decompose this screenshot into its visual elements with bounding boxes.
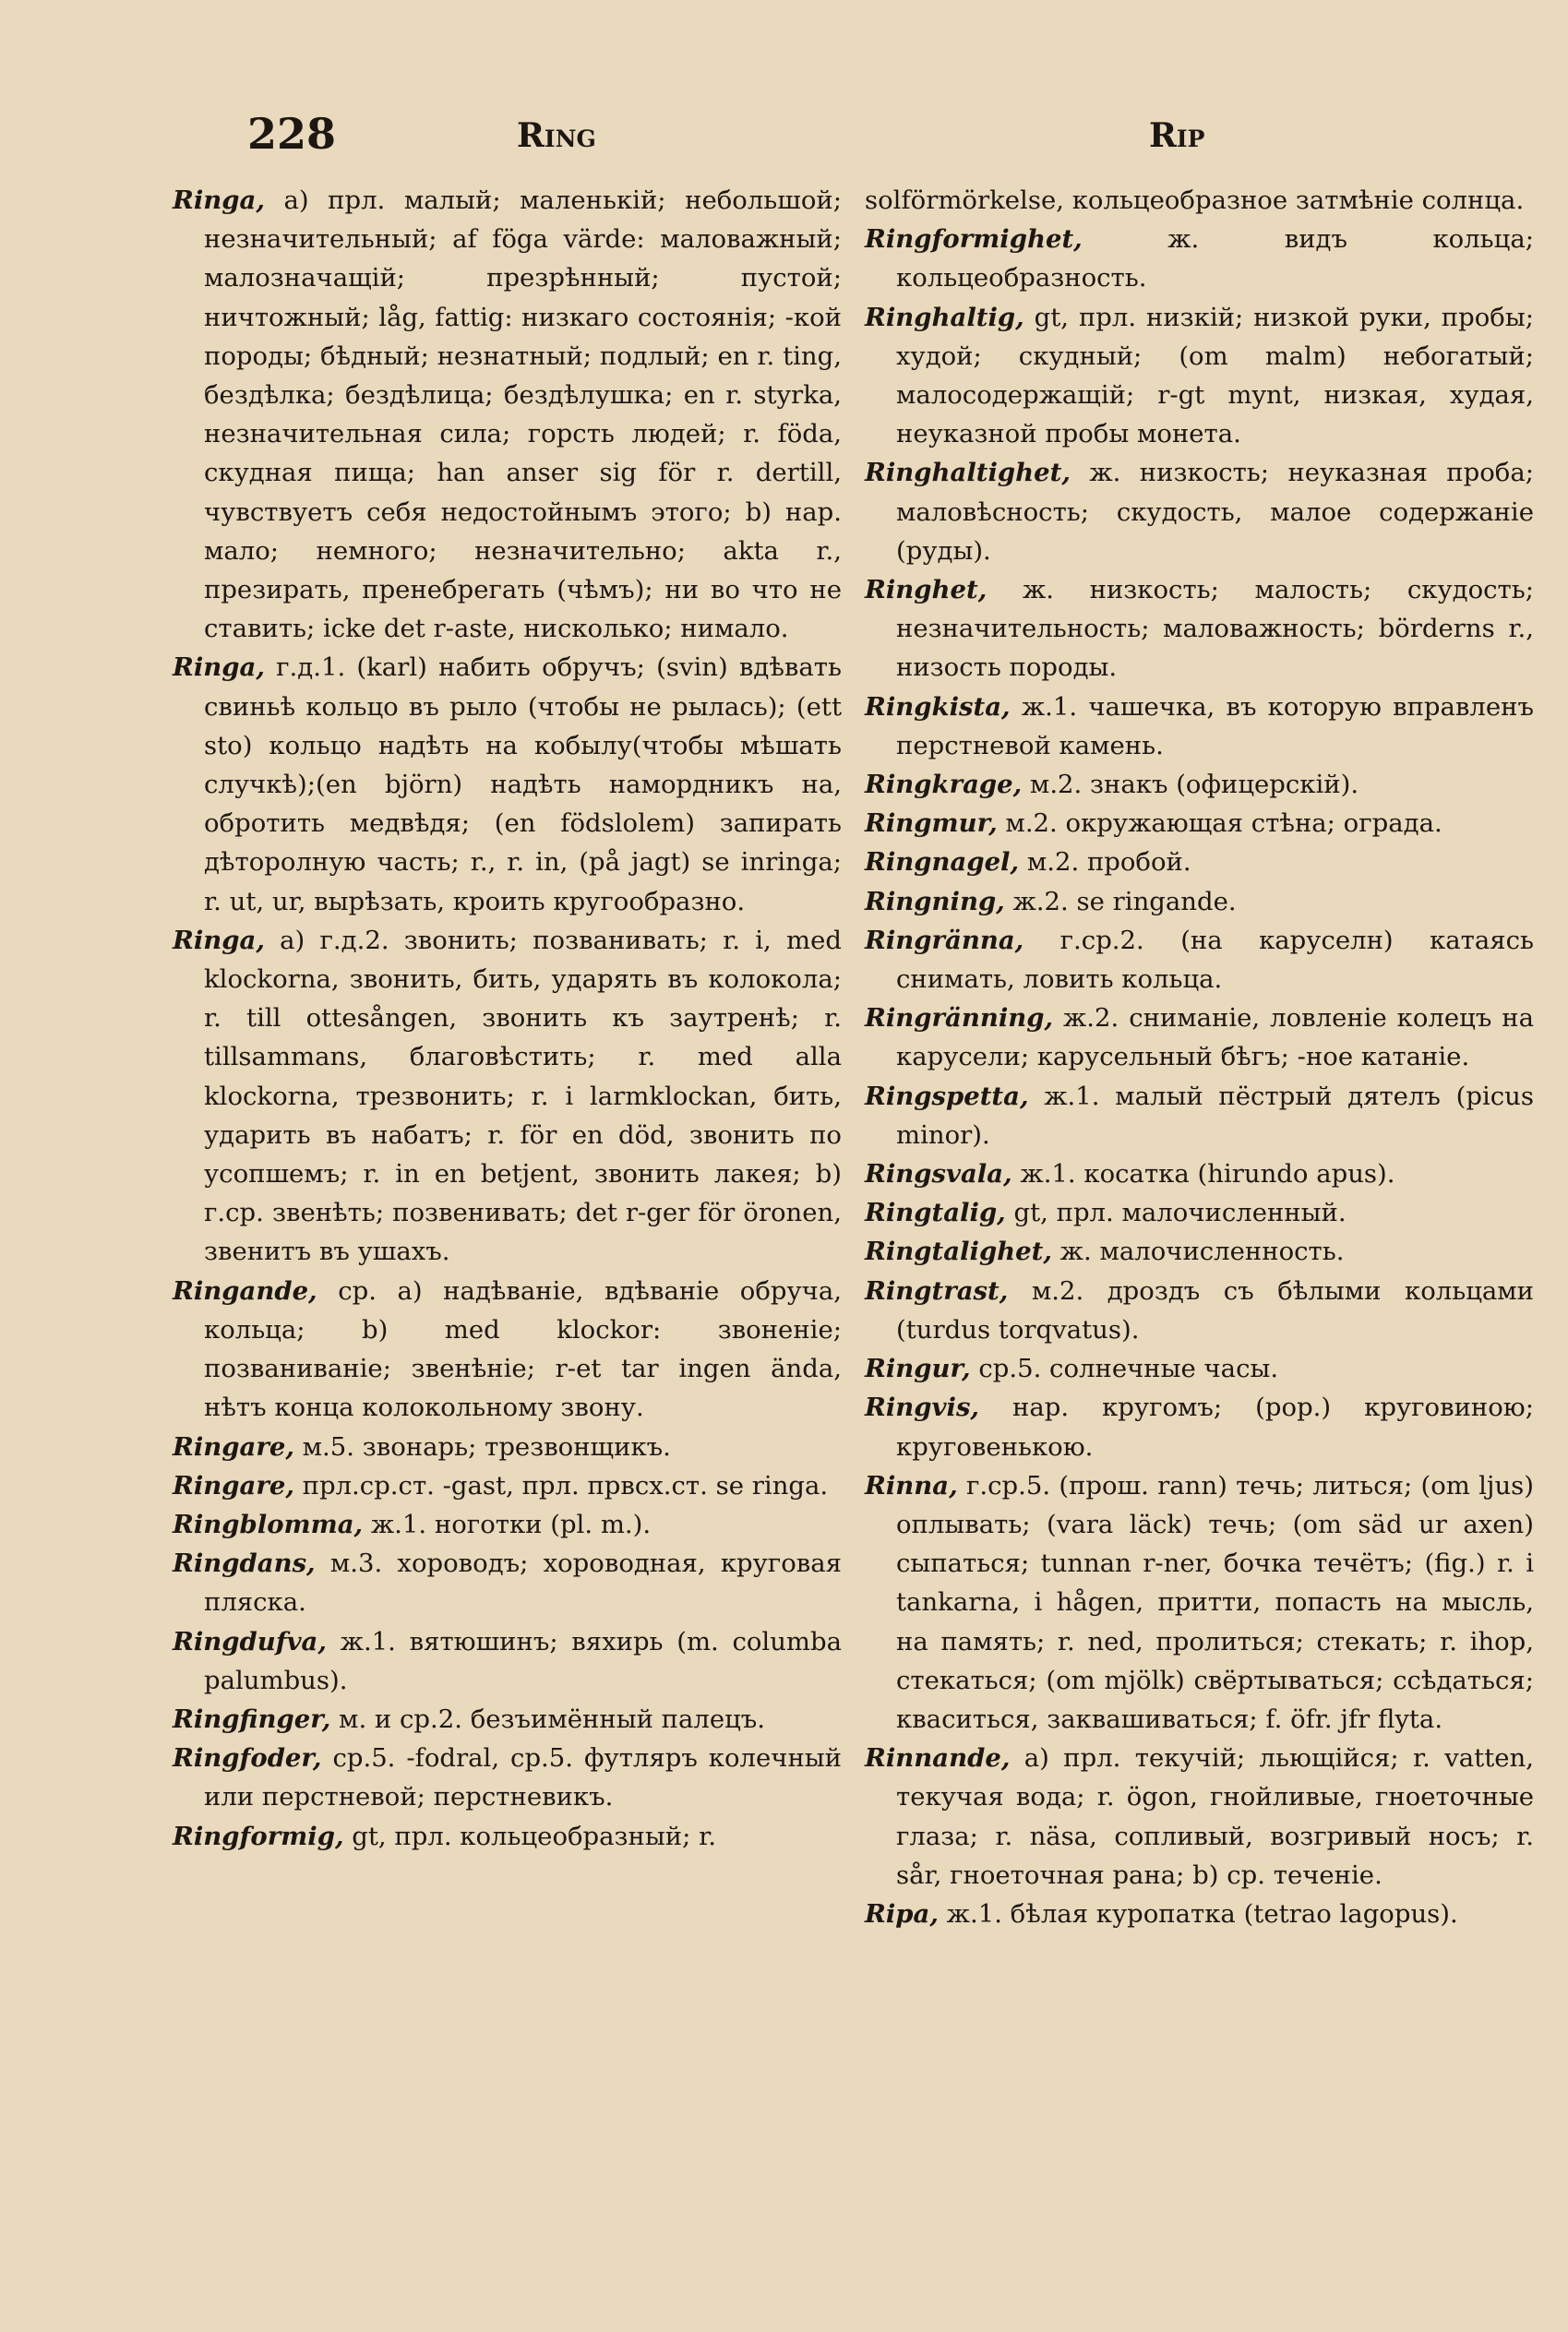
entry-definition: м.2. пробой. bbox=[1019, 847, 1191, 878]
entry-definition: ср.5. -fodral, ср.5. футляръ колечный или перстневой; перстневикъ. bbox=[204, 1743, 842, 1812]
entry-headword: Ringhet, bbox=[865, 575, 987, 605]
entry-definition: м. и ср.2. безъимённый палецъ. bbox=[330, 1704, 766, 1734]
entry-definition: ж.2. se ringande. bbox=[1004, 886, 1237, 916]
entry-headword: Ringur, bbox=[865, 1354, 971, 1384]
left-column bbox=[173, 181, 842, 1856]
dictionary-entry bbox=[865, 1466, 1534, 1739]
dictionary-entry bbox=[865, 1077, 1534, 1154]
entry-definition: нар. кругомъ; (pop.) круговиною; круговенькою. bbox=[896, 1393, 1534, 1462]
entry-definition: ж.1. бѣлая куропатка (tetrao lagopus). bbox=[938, 1898, 1458, 1929]
entry-definition: gt, прл. малочисленный. bbox=[1005, 1198, 1347, 1228]
dictionary-entry bbox=[865, 1739, 1534, 1895]
dictionary-entry bbox=[865, 1154, 1534, 1193]
entry-definition: solförmörkelse, кольцеобразное затмѣніе солнца. bbox=[865, 185, 1525, 215]
dictionary-entry bbox=[173, 1622, 842, 1700]
entry-definition: ж.2. сниманіе, ловленіе колецъ на карусели; карусельный бѣгъ; -ное катаніе. bbox=[896, 1003, 1534, 1072]
entry-definition: м.3. хороводъ; хороводная, круговая пляска. bbox=[204, 1549, 842, 1618]
dictionary-entry bbox=[865, 882, 1534, 921]
entry-definition: г.д.1. (karl) набить обручъ; (svin) вдѣвать свиньѣ кольцо въ рыло (чтобы не рылась); (ett sto) кольцо надѣть на кобылу(чтобы мѣшать случкѣ);(en björn) надѣть намордникъ на, обротить медвѣдя; (en födslolem) запирать дѣторолную часть; r., r. in, (på jagt) se inringa; r. ut, ur, вырѣзать, кроить кругообразно. bbox=[204, 652, 842, 916]
dictionary-entry bbox=[865, 804, 1534, 843]
entry-definition: ср.5. солнечные часы. bbox=[970, 1354, 1279, 1384]
entry-headword: Ringtrast, bbox=[865, 1275, 1009, 1306]
dictionary-entry bbox=[173, 1739, 842, 1816]
entry-definition: а) г.д.2. звонить; позванивать; r. i, med klockorna, звонить, бить, ударять въ колокола; r. till ottesången, звонить къ заутренѣ; r. tillsammans, благовѣстить; r. med alla klockorna, трезвонить; r. i larmklockan, бить, ударить въ набатъ; r. för en död, звонить по усопшемъ; r. in en betjent, звонить лакея; b) г.ср. звенѣть; позвенивать; det r-ger för öronen, звенитъ въ ушахъ. bbox=[204, 925, 842, 1267]
page-header bbox=[0, 109, 1568, 173]
entry-headword: Ringa, bbox=[173, 185, 265, 215]
entry-headword: Ringare, bbox=[173, 1431, 294, 1462]
entry-definition: ж. видъ кольца; кольцеобразность. bbox=[896, 224, 1534, 293]
entry-definition: ж. низкость; малость; скудость; незначительность; маловажность; börderns r., низость породы. bbox=[896, 575, 1534, 683]
entry-definition: ср. а) надѣваніе, вдѣваніе обруча, кольца; b) med klockor: звоненіе; позваниваніе; звенѣніе; r-et tar ingen ända, нѣтъ конца колокольному звону. bbox=[204, 1275, 842, 1423]
entry-headword: Ringfoder, bbox=[173, 1743, 322, 1774]
entry-headword: Ringformighet, bbox=[865, 224, 1083, 255]
dictionary-entry bbox=[865, 570, 1534, 688]
entry-definition: м.5. звонарь; трезвонщикъ. bbox=[293, 1431, 671, 1462]
entry-headword: Ringnagel, bbox=[865, 847, 1020, 878]
entry-definition: ж.1. чашечка, въ которую вправленъ перстневой камень. bbox=[896, 691, 1534, 760]
dictionary-entry bbox=[173, 1505, 842, 1544]
entry-headword: Ringspetta, bbox=[865, 1081, 1029, 1111]
left-guide-word: Ring bbox=[517, 116, 596, 155]
entry-headword: Rinnande, bbox=[865, 1743, 1011, 1774]
entry-headword: Ringtalighet, bbox=[865, 1237, 1052, 1267]
entry-headword: Ringhaltighet, bbox=[865, 458, 1071, 488]
entry-definition: прл.ср.ст. -gast, прл. првсх.ст. se ringa. bbox=[293, 1470, 829, 1501]
entry-headword: Ripa, bbox=[865, 1898, 939, 1929]
dictionary-entry bbox=[865, 921, 1534, 999]
right-guide-word: Rip bbox=[1149, 116, 1205, 155]
dictionary-entry bbox=[865, 220, 1534, 297]
entry-headword: Ringhaltig, bbox=[865, 302, 1024, 332]
entry-definition: г.ср.2. (на каруселн) катаясь снимать, ловить кольца. bbox=[896, 925, 1534, 995]
entry-headword: Ringränna, bbox=[865, 925, 1024, 955]
dictionary-entry bbox=[865, 1193, 1534, 1232]
entry-definition: ж.1. ноготки (pl. m.). bbox=[363, 1509, 652, 1539]
dictionary-entry bbox=[865, 843, 1534, 881]
entry-definition: м.2. дроздъ съ бѣлыми кольцами (turdus torqvatus). bbox=[896, 1275, 1534, 1345]
dictionary-entry bbox=[865, 181, 1534, 220]
entry-headword: Ringkista, bbox=[865, 691, 1011, 722]
entry-definition: а) прл. малый; маленькій; небольшой; незначительный; af föga värde: маловажный; малозначащій; презрѣнный; пустой; ничтожный; låg, fattig: низкаго состоянія; -кой породы; бѣдный; незнатный; подлый; en r. ting, бездѣлка; бездѣлица; бездѣлушка; en r. styrka, незначительная сила; горсть людей; r. föda, скудная пища; han anser sig för r. dertill, чувствуетъ себя недостойнымъ этого; b) нар. мало; немного; незначительно; akta r., презирать, пренебрегать (чѣмъ); ни во что не ставить; icke det r-aste, нисколько; нимало. bbox=[204, 185, 842, 644]
entry-definition: gt, прл. низкій; низкой руки, пробы; худой; скудный; (om malm) небогатый; малосодержащій; r-gt mynt, низкая, худая, неуказной пробы монета. bbox=[896, 302, 1534, 449]
entry-headword: Ringvis, bbox=[865, 1393, 980, 1423]
dictionary-entry bbox=[865, 999, 1534, 1076]
entry-headword: Ringblomma, bbox=[173, 1509, 364, 1539]
entry-definition: ж.1. малый пёстрый дятелъ (picus minor). bbox=[896, 1081, 1534, 1150]
entry-headword: Ringning, bbox=[865, 886, 1005, 916]
dictionary-entry bbox=[865, 453, 1534, 570]
dictionary-entry bbox=[173, 1272, 842, 1428]
entry-definition: г.ср.5. (прош. rann) течь; литься; (om ljus) оплывать; (vara läck) течь; (om säd ur axen) сыпаться; tunnan r-ner, бочка течётъ; (fig.) r. i tankarna, i hågen, притти, попасть на мысль, на память; r. ned, пролиться; стекать; r. ihop, стекаться; (om mjölk) свёртываться; ссѣдаться; кваситься, заквашиваться; f. öfr. jfr flyta. bbox=[896, 1470, 1534, 1734]
entry-headword: Ringtalig, bbox=[865, 1198, 1006, 1228]
dictionary-entry bbox=[865, 688, 1534, 765]
dictionary-entry bbox=[173, 648, 842, 920]
entry-headword: Ringande, bbox=[173, 1275, 317, 1306]
dictionary-entry bbox=[865, 1388, 1534, 1465]
dictionary-entry bbox=[173, 1466, 842, 1505]
dictionary-entry bbox=[173, 1544, 842, 1621]
dictionary-entry bbox=[173, 921, 842, 1272]
entry-headword: Ringdufva, bbox=[173, 1626, 327, 1656]
entry-headword: Ringsvala, bbox=[865, 1159, 1012, 1190]
entry-headword: Ringformig, bbox=[173, 1821, 344, 1851]
entry-headword: Ringmur, bbox=[865, 808, 998, 839]
dictionary-entry bbox=[865, 765, 1534, 804]
dictionary-entry bbox=[173, 1428, 842, 1466]
dictionary-entry bbox=[865, 1895, 1534, 1933]
entry-definition: gt, прл. кольцеобразный; r. bbox=[343, 1821, 716, 1851]
right-column bbox=[865, 181, 1534, 1933]
entry-headword: Ringränning, bbox=[865, 1003, 1054, 1034]
entry-headword: Ringa, bbox=[173, 925, 265, 955]
entry-definition: м.2. окружающая стѣна; ограда. bbox=[997, 808, 1442, 839]
entry-headword: Ringa, bbox=[173, 652, 265, 683]
entry-definition: м.2. знакъ (офицерскій). bbox=[1022, 770, 1359, 800]
dictionary-entry bbox=[173, 1817, 842, 1856]
dictionary-entry bbox=[865, 298, 1534, 454]
dictionary-entry bbox=[173, 181, 842, 648]
dictionary-entry bbox=[865, 1232, 1534, 1271]
entry-definition: ж.1. косатка (hirundo apus). bbox=[1011, 1159, 1395, 1190]
entry-definition: ж. низкость; неуказная проба; маловѣсность; скудость, малое содержаніе (руды). bbox=[896, 458, 1534, 566]
entry-headword: Ringfinger, bbox=[173, 1704, 331, 1734]
dictionary-entry bbox=[865, 1349, 1534, 1388]
entry-headword: Ringkrage, bbox=[865, 770, 1023, 800]
entry-definition: ж. малочисленность. bbox=[1051, 1237, 1345, 1267]
page-number: 228 bbox=[247, 109, 337, 159]
dictionary-entry bbox=[865, 1272, 1534, 1349]
entry-headword: Ringdans, bbox=[173, 1549, 316, 1579]
entry-definition: а) прл. текучій; льющійся; r. vatten, текучая вода; r. ögon, гнойливые, гноеточные глаза; r. näsa, сопливый, возгривый носъ; r. sår, гноеточная рана; b) ср. теченіе. bbox=[896, 1743, 1534, 1890]
entry-headword: Ringare, bbox=[173, 1470, 294, 1501]
dictionary-entry bbox=[173, 1700, 842, 1739]
entry-headword: Rinna, bbox=[865, 1470, 958, 1501]
entry-definition: ж.1. вятюшинъ; вяхирь (m. columba palumbus). bbox=[204, 1626, 842, 1695]
